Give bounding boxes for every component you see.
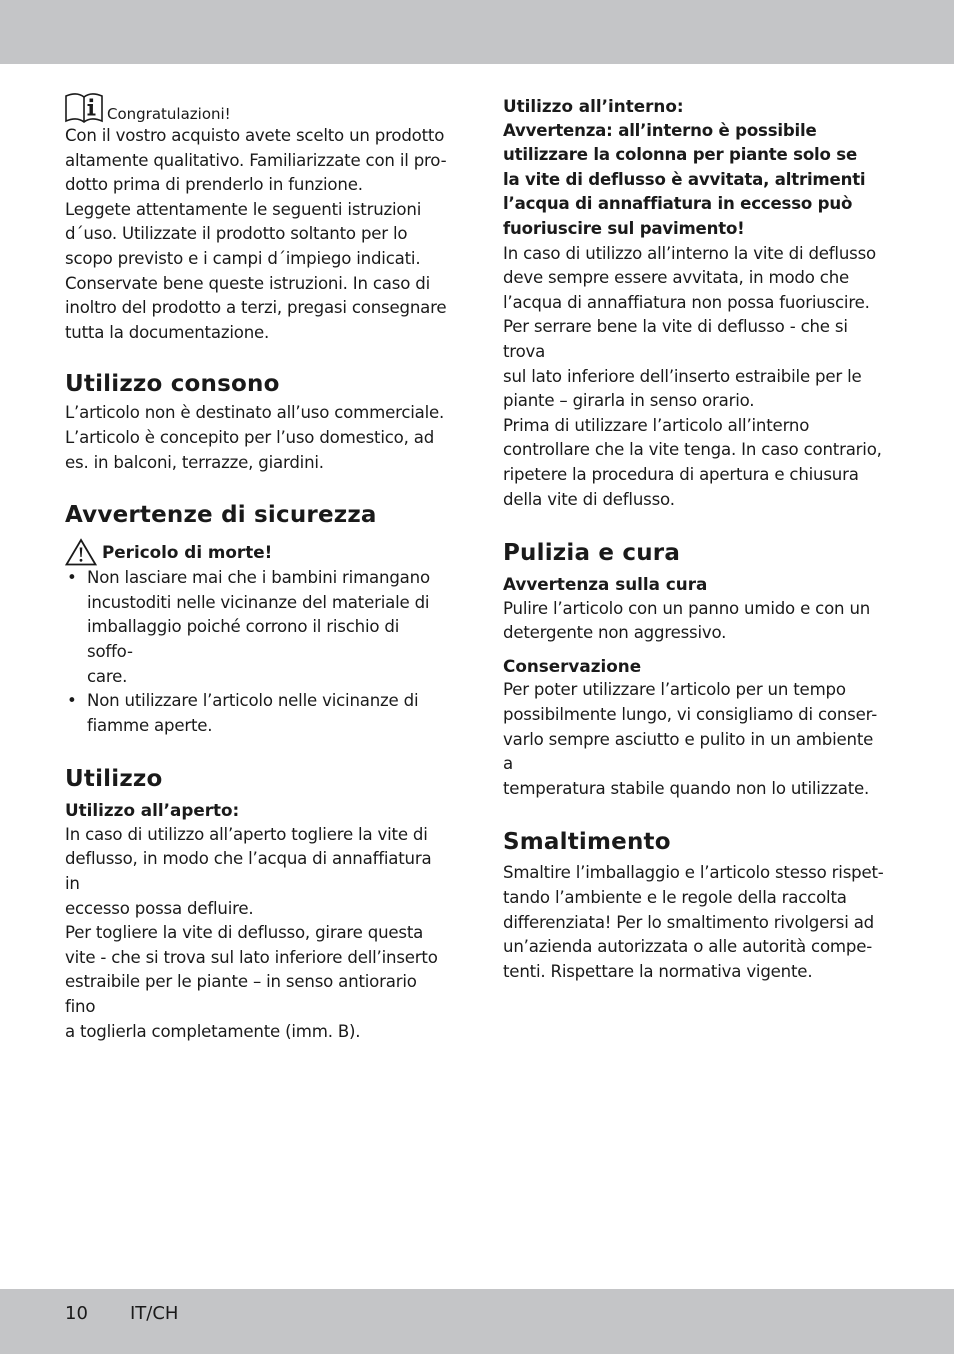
subsection-title-conservazione: Conservazione xyxy=(503,655,642,676)
intro-line: Leggete attentamente le seguenti istruzioni xyxy=(65,199,422,219)
subsection-title-cura: Avvertenza sulla cura xyxy=(503,574,708,595)
body-line: a toglierla completamente (imm. B). xyxy=(65,1021,361,1041)
list-item xyxy=(65,566,447,689)
warning-triangle-icon xyxy=(65,538,97,566)
body-line: sul lato inferiore dell’inserto estraibile per le xyxy=(503,366,862,386)
list-item-line: imballaggio poiché corrono il rischio di soffo- xyxy=(87,617,400,661)
body-line: Prima di utilizzare l’articolo all’interno xyxy=(503,415,810,435)
body-line: della vite di deflusso. xyxy=(503,489,675,509)
body-line: L’articolo non è destinato all’uso commerciale. xyxy=(65,403,445,423)
intro-line: inoltro del prodotto a terzi, pregasi consegnare xyxy=(65,298,447,318)
body-line: Per poter utilizzare l’articolo per un tempo xyxy=(503,680,846,700)
warning-line: fuoriuscire sul pavimento! xyxy=(503,218,745,238)
body-line: tando l’ambiente e le regole della raccolta xyxy=(503,888,847,908)
body-line: un’azienda autorizzata o alle autorità compe- xyxy=(503,937,873,957)
body-line: temperatura stabile quando non lo utilizzate. xyxy=(503,778,870,798)
body-line: possibilmente lungo, vi consigliamo di conser- xyxy=(503,705,877,725)
body-line: Pulire l’articolo con un panno umido e con un xyxy=(503,598,871,618)
section-title-utilizzo-consono: Utilizzo consono xyxy=(65,371,280,398)
body-line: deve sempre essere avvitata, in modo che xyxy=(503,268,850,288)
intro-line: tutta la documentazione. xyxy=(65,322,270,342)
list-item-line: fiamme aperte. xyxy=(87,715,213,735)
danger-title: Pericolo di morte! xyxy=(102,541,273,562)
section-title-utilizzo: Utilizzo xyxy=(65,766,163,793)
subsection-title-aperto: Utilizzo all’aperto: xyxy=(65,800,240,821)
body-line: vite - che si trova sul lato inferiore dell’inserto xyxy=(65,947,438,967)
body-line: In caso di utilizzo all’interno la vite di deflusso xyxy=(503,243,876,263)
danger-heading xyxy=(65,538,447,566)
body-line: deflusso, in modo che l’acqua di annaffiatura in xyxy=(65,849,432,894)
list-item-line: incustoditi nelle vicinanze del materiale di xyxy=(87,592,430,612)
warning-line: la vite di deflusso è avvitata, altrimenti xyxy=(503,169,866,189)
body-line: differenziata! Per lo smaltimento rivolgersi ad xyxy=(503,912,875,932)
safety-list xyxy=(65,566,447,738)
intro-line: d´uso. Utilizzate il prodotto soltanto per lo xyxy=(65,224,408,244)
section-title-pulizia: Pulizia e cura xyxy=(503,540,681,567)
header-bar xyxy=(0,0,954,64)
body-line: controllare che la vite tenga. In caso contrario, xyxy=(503,440,882,460)
body-line: estraibile per le piante – in senso antiorario fino xyxy=(65,972,417,1017)
intro-line: Con il vostro acquisto avete scelto un prodotto xyxy=(65,126,445,145)
left-column xyxy=(65,92,447,1044)
body-line: piante – girarla in senso orario. xyxy=(503,391,755,411)
body-line: detergente non aggressivo. xyxy=(503,623,727,643)
list-item xyxy=(65,689,447,738)
body-line: eccesso possa defluire. xyxy=(65,898,254,918)
page-number: 10 xyxy=(65,1303,88,1324)
body-line: tenti. Rispettare la normativa vigente. xyxy=(503,961,813,981)
body-line: es. in balconi, terrazze, giardini. xyxy=(65,452,324,472)
body-line: varlo sempre asciutto e pulito in un ambiente a xyxy=(503,729,874,774)
body-line: L’articolo è concepito per l’uso domestico, ad xyxy=(65,427,435,447)
intro-line: scopo previsto e i campi d´impiego indicati. xyxy=(65,248,421,268)
body-line: l’acqua di annaffiatura non possa fuoriuscire. xyxy=(503,292,870,312)
section-title-smaltimento: Smaltimento xyxy=(503,829,671,856)
body-line: ripetere la procedura di apertura e chiusura xyxy=(503,464,859,484)
intro-heading xyxy=(65,92,447,124)
list-item-line: Non lasciare mai che i bambini rimangano xyxy=(87,568,430,588)
body-line: Smaltire l’imballaggio e l’articolo stesso rispet- xyxy=(503,863,884,883)
subsection-title-interno: Utilizzo all’interno: xyxy=(503,96,684,116)
congratulations-text: Congratulazioni! xyxy=(107,105,231,123)
body-line: Per serrare bene la vite di deflusso - che si trova xyxy=(503,317,848,361)
intro-line: dotto prima di prenderlo in funzione. xyxy=(65,175,363,195)
intro-line: Conservate bene queste istruzioni. In caso di xyxy=(65,273,430,293)
warning-line: Avvertenza: all’interno è possibile xyxy=(503,120,817,140)
body-line: Per togliere la vite di deflusso, girare questa xyxy=(65,923,424,943)
list-item-line: Non utilizzare l’articolo nelle vicinanze di xyxy=(87,691,419,711)
section-title-sicurezza: Avvertenze di sicurezza xyxy=(65,502,377,529)
warning-line: l’acqua di annaffiatura in eccesso può xyxy=(503,194,853,214)
body-line: In caso di utilizzo all’aperto togliere la vite di xyxy=(65,824,428,844)
list-item-line: care. xyxy=(87,666,128,686)
intro-line: altamente qualitativo. Familiarizzate con il pro- xyxy=(65,150,447,170)
language-code: IT/CH xyxy=(130,1303,179,1324)
info-book-icon xyxy=(65,92,103,124)
right-column xyxy=(503,94,885,984)
warning-line: utilizzare la colonna per piante solo se xyxy=(503,145,858,165)
